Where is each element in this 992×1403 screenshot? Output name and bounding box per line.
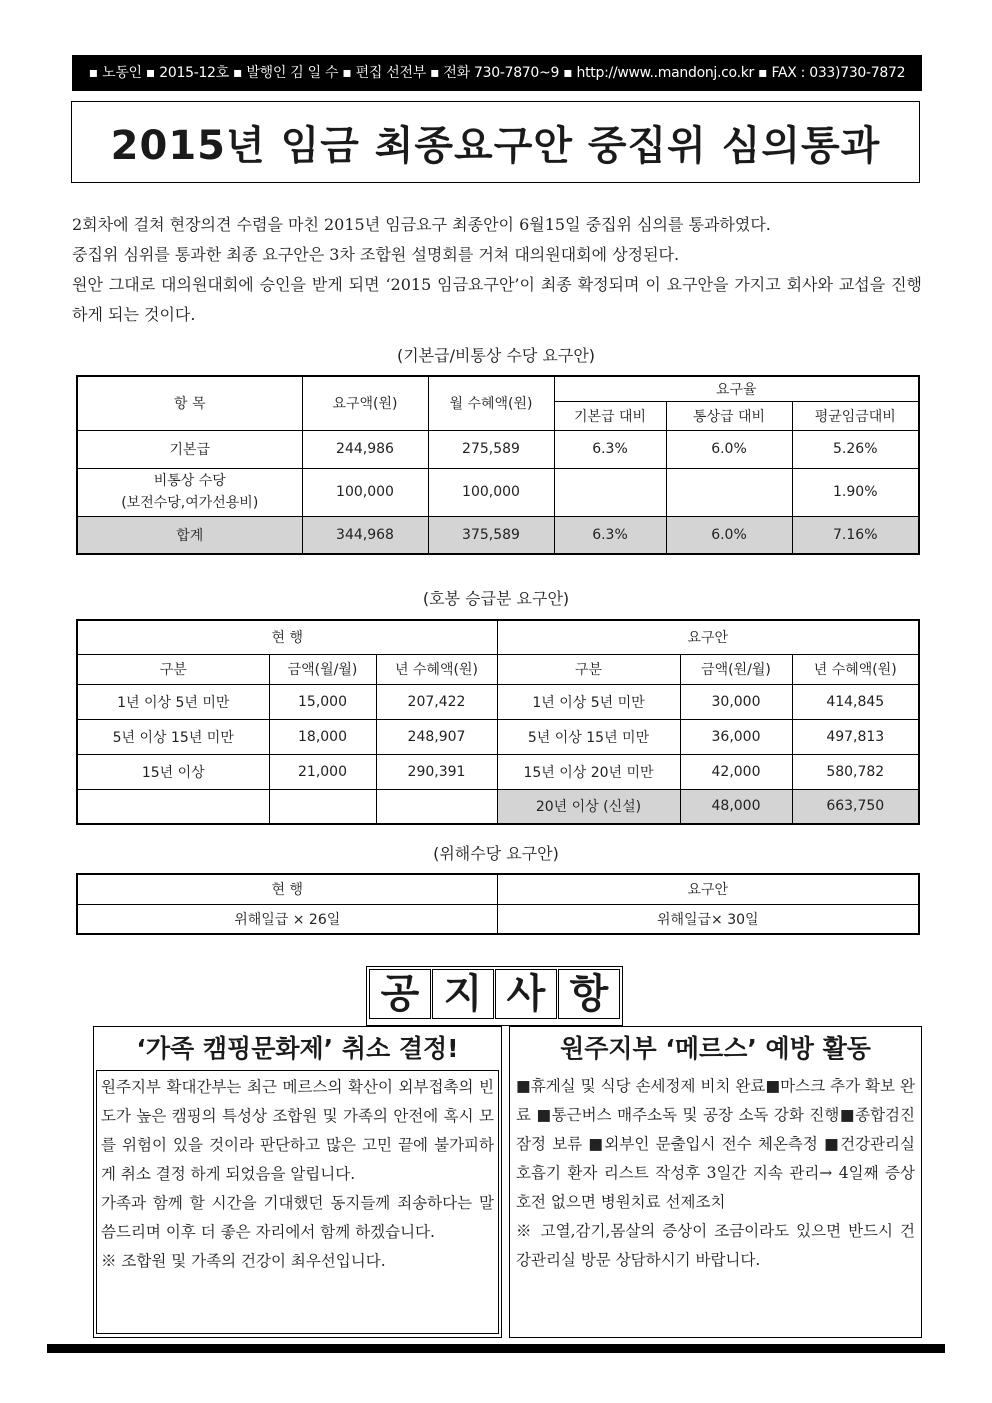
- camping-notice-title: ‘가족 캠핑문화제’ 취소 결정!: [136, 1034, 459, 1063]
- base-pay-table: [76, 375, 920, 555]
- proposal-cat: 15년 이상 20년 미만: [497, 754, 680, 789]
- current-amount: 15,000: [269, 684, 376, 719]
- current-cat: 5년 이상 15년 미만: [77, 719, 269, 754]
- proposal-cat: 1년 이상 5년 미만: [497, 684, 680, 719]
- row-rate-base: 6.3%: [554, 430, 666, 468]
- mers-notice-paragraph: ※ 고열,감기,몸살의 증상이 조금이라도 있으면 반드시 건강관리실 방문 상담하시기 바랍니다.: [516, 1222, 915, 1269]
- current-annual: [376, 789, 497, 824]
- proposal-annual: 414,845: [792, 684, 919, 719]
- page-title: 2015년 임금 최종요구안 중집위 심의통과: [110, 122, 881, 169]
- header-demand: 요구액(원): [302, 376, 428, 430]
- current-annual: 207,422: [376, 684, 497, 719]
- camping-notice-paragraph: 가족과 함께 할 시간을 기대했던 동지들께 죄송하다는 말씀드리며 이후 더 좋은 자리에서 함께 하겠습니다.: [101, 1194, 494, 1241]
- proposal-amount: 36,000: [680, 719, 792, 754]
- proposal-annual: 663,750: [792, 789, 919, 824]
- row-benefit: 275,589: [428, 430, 554, 468]
- current-annual: 248,907: [376, 719, 497, 754]
- row-item-main: 비통상 수당: [153, 473, 226, 489]
- proposal-amount: 48,000: [680, 789, 792, 824]
- proposal-annual: 497,813: [792, 719, 919, 754]
- headline-box: [71, 101, 920, 183]
- masthead-text: ▪ 노동인 ▪ 2015-12호 ▪ 발행인 김 일 수 ▪ 편집 선전부 ▪ 전화 730-7870~9 ▪ http://www..mandonj.co.kr ▪ FAX : 033)730-7872: [88, 65, 906, 81]
- header-amount-current: 금액(월/월): [269, 654, 376, 684]
- row-item-sub: (보전수당,여가선용비): [121, 495, 259, 511]
- notice-heading: [366, 966, 623, 1026]
- table-row: [77, 789, 919, 824]
- current-group-label: 현 행: [77, 620, 497, 654]
- row-rate-regular: 6.0%: [666, 516, 792, 554]
- current-amount: [269, 789, 376, 824]
- proposal-group-label: 요구안: [497, 620, 919, 654]
- proposal-label: 요구안: [497, 874, 919, 904]
- table3-caption: (위해수당 요구안): [433, 844, 559, 863]
- row-benefit: 375,589: [428, 516, 554, 554]
- header-rate-group: 요구율: [554, 376, 919, 401]
- row-item: 기본급: [77, 430, 302, 468]
- row-rate-average: 7.16%: [792, 516, 919, 554]
- mers-notice-title: 원주지부 ‘메르스’ 예방 활동: [560, 1034, 871, 1063]
- hazard-pay-table: [76, 873, 920, 935]
- current-annual: 290,391: [376, 754, 497, 789]
- row-rate-average: 5.26%: [792, 430, 919, 468]
- proposal-amount: 42,000: [680, 754, 792, 789]
- row-demand: 344,968: [302, 516, 428, 554]
- masthead-bar: [72, 55, 922, 91]
- notice-char: 사: [495, 969, 557, 1019]
- current-label: 현 행: [77, 874, 497, 904]
- header-annual-proposal: 년 수혜액(원): [792, 654, 919, 684]
- intro-text: [72, 210, 922, 330]
- table-row: [77, 719, 919, 754]
- camping-cancel-notice: [93, 1026, 502, 1338]
- row-rate-base: [554, 468, 666, 516]
- current-cat: [77, 789, 269, 824]
- proposal-value: 위해일급× 30일: [497, 904, 919, 934]
- table-row: [77, 754, 919, 789]
- current-cat: 15년 이상: [77, 754, 269, 789]
- header-cat-proposal: 구분: [497, 654, 680, 684]
- row-rate-regular: [666, 468, 792, 516]
- intro-line-3: 원안 그대로 대의원대회에 승인을 받게 되면 ‘2015 임금요구안’이 최종 확정되며 이 요구안을 가지고 회사와 교섭을 진행하게 되는 것이다.: [72, 275, 922, 324]
- proposal-annual: 580,782: [792, 754, 919, 789]
- current-amount: 21,000: [269, 754, 376, 789]
- table-row: [77, 684, 919, 719]
- camping-notice-body: [96, 1070, 499, 1334]
- table-row: [77, 468, 919, 516]
- current-value: 위해일급 × 26일: [77, 904, 497, 934]
- proposal-cat: 5년 이상 15년 미만: [497, 719, 680, 754]
- table-row: [77, 904, 919, 934]
- header-item: 항 목: [77, 376, 302, 430]
- row-demand: 100,000: [302, 468, 428, 516]
- table-row: [77, 430, 919, 468]
- header-rate-average: 평균임금대비: [792, 401, 919, 430]
- header-rate-base: 기본급 대비: [554, 401, 666, 430]
- camping-notice-paragraph: 원주지부 확대간부는 최근 메르스의 확산이 외부접촉의 빈도가 높은 캠핑의 특성상 조합원 및 가족의 안전에 혹시 모를 위험이 있을 것이라 판단하고 많은 고민 끝에 불가피하게 취소 결정 하게 되었음을 알립니다.: [101, 1078, 494, 1183]
- table1-caption: (기본급/비통상 수당 요구안): [396, 346, 596, 365]
- row-demand: 244,986: [302, 430, 428, 468]
- mers-notice-paragraph: ■휴게실 및 식당 손세정제 비치 완료■마스크 추가 확보 완료 ■통근버스 매주소독 및 공장 소독 강화 진행■종합검진 잠정 보류 ■외부인 문출입시 전수 체온측정 ■건강관리실 호흡기 환자 리스트 작성후 3일간 지속 관리→ 4일째 증상호전 없으면 병원치료 선제조치: [516, 1077, 915, 1211]
- header-rate-regular: 통상급 대비: [666, 401, 792, 430]
- row-item: 합계: [77, 516, 302, 554]
- proposal-amount: 30,000: [680, 684, 792, 719]
- notice-char: 공: [369, 969, 431, 1019]
- header-annual-current: 년 수혜액(원): [376, 654, 497, 684]
- intro-line-2: 중집위 심위를 통과한 최종 요구안은 3차 조합원 설명회를 거쳐 대의원대회에 상정된다.: [72, 245, 680, 264]
- row-rate-average: 1.90%: [792, 468, 919, 516]
- table2-caption: (호봉 승급분 요구안): [422, 589, 570, 608]
- header-amount-proposal: 금액(원/월): [680, 654, 792, 684]
- intro-line-1: 2회차에 걸쳐 현장의견 수렴을 마친 2015년 임금요구 최종안이 6월15일 중집위 심의를 통과하였다.: [72, 215, 771, 234]
- proposal-cat: 20년 이상 (신설): [497, 789, 680, 824]
- row-rate-base: 6.3%: [554, 516, 666, 554]
- notice-char: 항: [558, 969, 620, 1019]
- row-benefit: 100,000: [428, 468, 554, 516]
- step-raise-table: [76, 619, 920, 825]
- current-cat: 1년 이상 5년 미만: [77, 684, 269, 719]
- bottom-rule: [47, 1344, 945, 1353]
- header-monthly-benefit: 월 수혜액(원): [428, 376, 554, 430]
- notice-char: 지: [432, 969, 494, 1019]
- header-cat: 구분: [77, 654, 269, 684]
- mers-notice-body: [512, 1070, 919, 1332]
- table-row-total: [77, 516, 919, 554]
- row-rate-regular: 6.0%: [666, 430, 792, 468]
- camping-notice-paragraph: ※ 조합원 및 가족의 건강이 최우선입니다.: [101, 1252, 386, 1270]
- current-amount: 18,000: [269, 719, 376, 754]
- row-item: [77, 468, 302, 516]
- mers-prevention-notice: [509, 1026, 922, 1338]
